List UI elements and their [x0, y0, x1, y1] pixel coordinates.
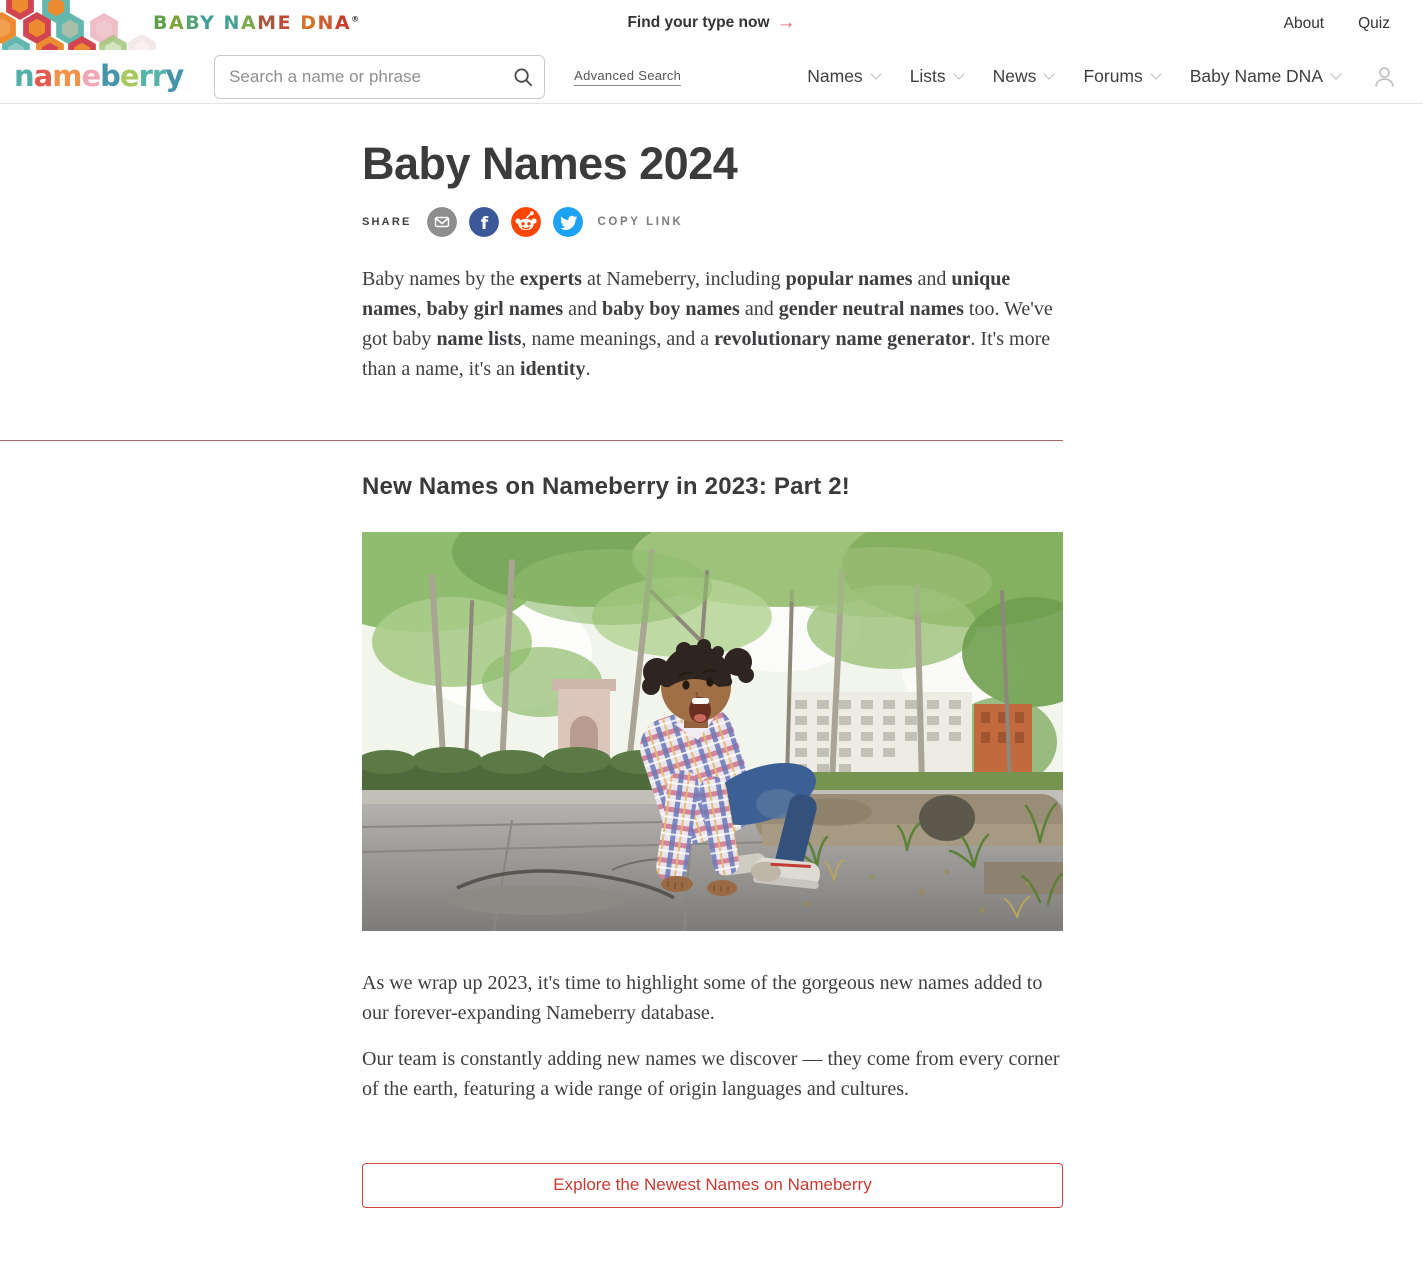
registered-mark: ®	[351, 14, 361, 24]
article-intro: Baby names by the experts at Nameberry, including popular names and unique names, baby girl names and baby boy names and gender neutral names too. We've got baby name lists, name meanings, and a revolutionary name generator. It's more than a name, it's an identity.	[362, 267, 1053, 380]
svg-text:f: f	[480, 213, 488, 234]
find-your-type-label: Find your type now	[627, 13, 770, 31]
share-row	[362, 207, 1063, 237]
share-label: SHARE	[362, 215, 412, 228]
explore-newest-names-button[interactable]: Explore the Newest Names on Nameberry	[362, 1163, 1063, 1208]
twitter-share-button[interactable]	[553, 207, 583, 237]
facebook-share-button[interactable]	[469, 207, 499, 237]
advanced-search-link[interactable]: Advanced Search	[574, 68, 681, 86]
chevron-down-icon	[1150, 68, 1161, 79]
top-banner	[0, 0, 1423, 50]
copy-link-button[interactable]: COPY LINK	[597, 215, 684, 228]
baby-name-dna-logo[interactable]: BABY NAME DNA®	[153, 12, 361, 34]
chevron-down-icon	[953, 68, 964, 79]
chevron-down-icon	[1330, 68, 1341, 79]
search-box	[214, 55, 545, 99]
post-paragraph: Our team is constantly adding new names we discover — they come from every corner of the earth, featuring a wide range of origin languages and cultures.	[362, 1047, 1060, 1100]
post-paragraph: As we wrap up 2023, it's time to highlight some of the gorgeous new names added to our forever-expanding Nameberry database.	[362, 971, 1043, 1024]
quiz-link[interactable]: Quiz	[1358, 15, 1390, 32]
page-title: Baby Names 2024	[362, 138, 738, 189]
user-account-icon[interactable]	[1372, 64, 1397, 89]
search-icon[interactable]	[513, 67, 534, 88]
main-navbar	[0, 50, 1423, 104]
search-input[interactable]	[214, 55, 545, 99]
nav-item-names[interactable]: Names	[807, 66, 879, 87]
reddit-share-button[interactable]	[511, 207, 541, 237]
article-photo-toddler-park[interactable]	[362, 532, 1063, 931]
chevron-down-icon	[870, 68, 881, 79]
section-divider	[0, 440, 1063, 441]
hexagon-pattern-decoration	[0, 0, 160, 50]
about-link[interactable]: About	[1283, 15, 1325, 32]
nav-item-news[interactable]: News	[993, 66, 1054, 87]
email-share-button[interactable]	[427, 207, 457, 237]
nameberry-logo[interactable]: nameberry	[14, 59, 184, 93]
chevron-down-icon	[1044, 68, 1055, 79]
arrow-right-icon: →	[776, 12, 796, 33]
nav-item-lists[interactable]: Lists	[910, 66, 963, 87]
nav-item-baby-name-dna[interactable]: Baby Name DNA	[1190, 66, 1340, 87]
post-heading[interactable]: New Names on Nameberry in 2023: Part 2!	[362, 472, 850, 500]
nav-item-forums[interactable]: Forums	[1083, 66, 1159, 87]
find-your-type-link[interactable]	[627, 13, 795, 32]
bottom-spacer	[0, 1208, 1423, 1243]
